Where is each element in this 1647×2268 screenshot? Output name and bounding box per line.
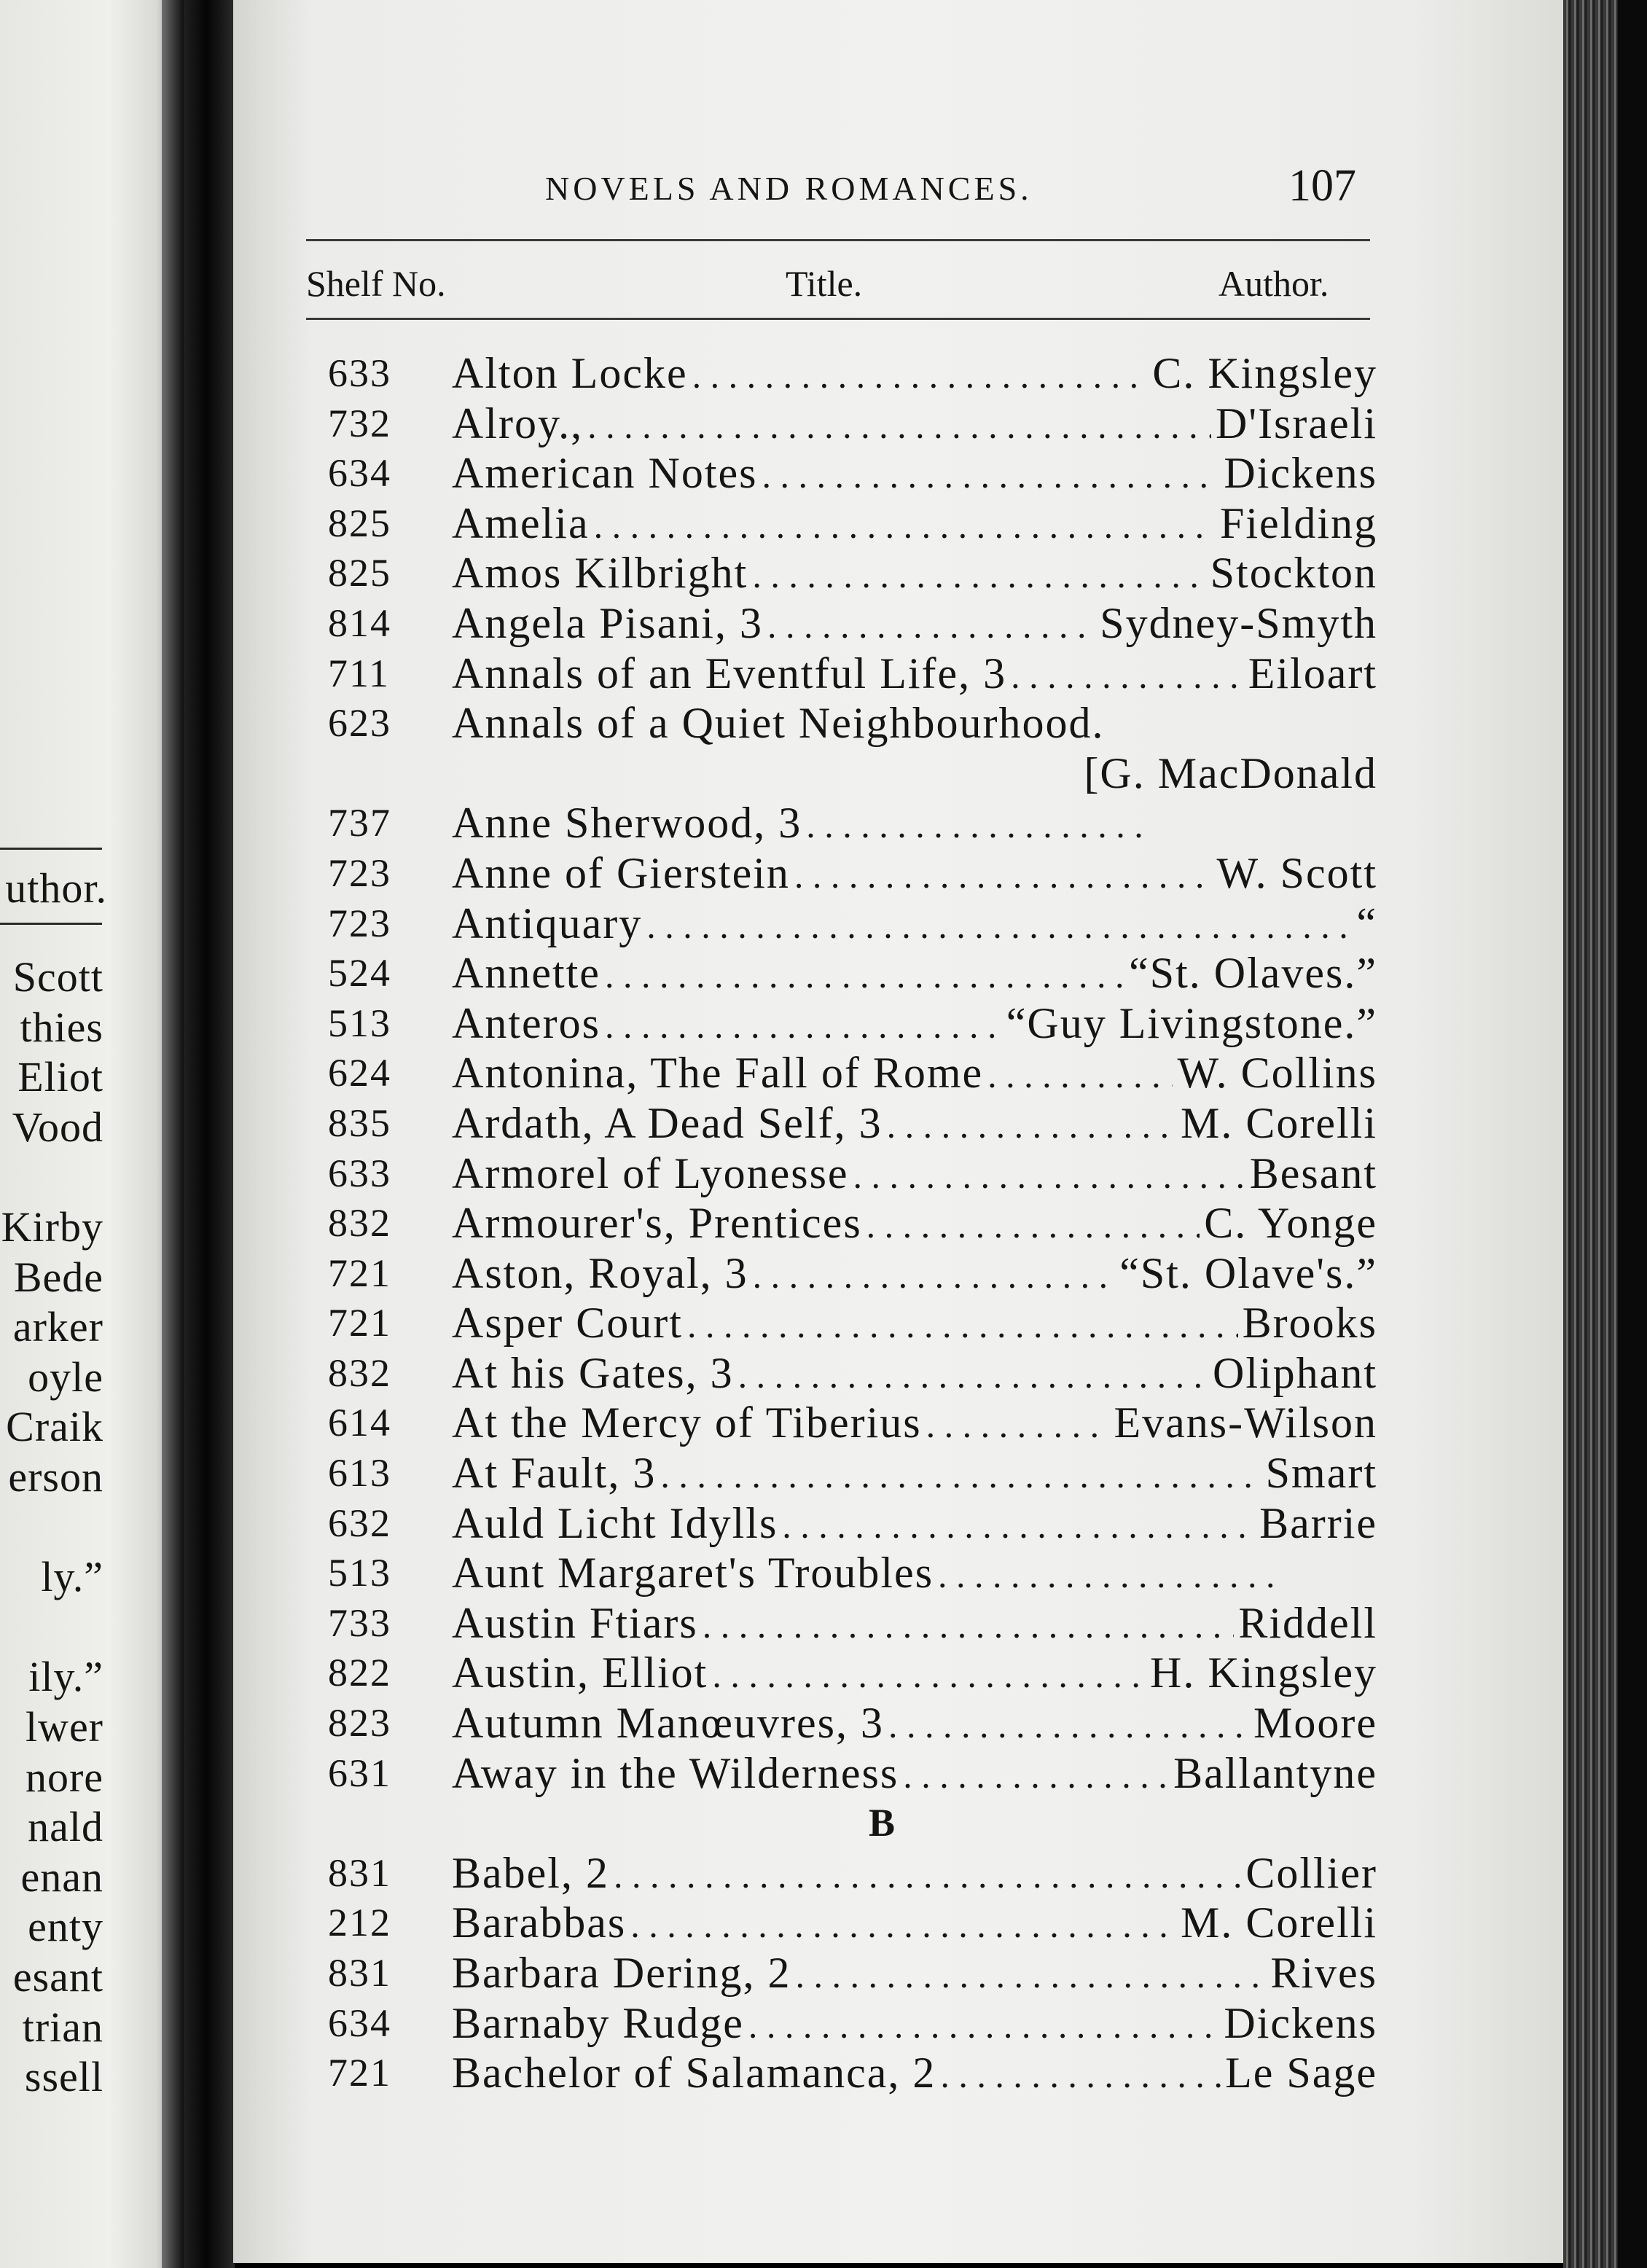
entry-shelf-number: 831 (328, 1850, 391, 1895)
previous-page-rule-top (0, 848, 102, 850)
catalogue-entry (299, 649, 1377, 699)
dot-leader (692, 351, 1149, 401)
previous-page-author-fragment: nore (25, 1753, 103, 1801)
catalogue-entry (299, 899, 1377, 949)
entry-author: M. Corelli (1181, 1899, 1377, 1947)
entry-title: Armorel of Lyonesse (452, 1149, 849, 1197)
entry-line (452, 1348, 1377, 1401)
header-rule (306, 239, 1370, 241)
column-head-rule (306, 318, 1370, 320)
entry-shelf-number: 832 (328, 1201, 391, 1246)
previous-page-author-fragment: arker (12, 1303, 103, 1351)
entry-author: Le Sage (1225, 2049, 1377, 2097)
catalogue-entry (299, 399, 1377, 449)
entry-author: C. Kingsley (1152, 349, 1377, 397)
column-head-title: Title. (786, 263, 863, 304)
entry-shelf-number: 631 (328, 1751, 391, 1795)
entry-line (452, 1198, 1377, 1251)
entry-shelf-number: 633 (328, 351, 391, 395)
entry-title: Autumn Manœuvres, 3 (452, 1699, 884, 1748)
catalogue-entry (299, 998, 1377, 1049)
previous-page-author-fragment: oyle (28, 1353, 103, 1401)
entry-author: Barrie (1259, 1498, 1377, 1547)
entry-title: Asper Court (452, 1299, 683, 1348)
page-number: 107 (1288, 161, 1356, 211)
catalogue-entry (299, 848, 1377, 899)
dot-leader (738, 1350, 1208, 1401)
dot-leader (782, 1501, 1255, 1551)
entry-title: Barbara Dering, 2 (452, 1949, 791, 1997)
entry-line (452, 448, 1377, 501)
dot-leader (794, 850, 1213, 901)
entry-line (452, 1898, 1377, 1950)
entry-title: Anteros (452, 998, 600, 1047)
catalogue-entry (299, 698, 1377, 748)
catalogue-entry (299, 1248, 1377, 1299)
entry-author: Besant (1249, 1149, 1377, 1197)
entry-line (452, 1498, 1377, 1551)
entry-title: Babel, 2 (452, 1848, 609, 1897)
entry-title: Austin, Elliot (452, 1649, 708, 1697)
catalogue-entry (299, 448, 1377, 498)
entry-shelf-number: 825 (328, 501, 391, 545)
dot-leader (752, 550, 1205, 601)
column-head-author: Author. (1218, 263, 1329, 304)
entry-author: Riddell (1238, 1598, 1377, 1647)
entry-line (452, 1398, 1377, 1450)
entry-author: “Guy Livingstone.” (1006, 998, 1377, 1047)
entry-shelf-number: 721 (328, 1251, 391, 1295)
dot-leader (614, 1850, 1241, 1901)
dot-leader (646, 901, 1352, 951)
entry-author: Dickens (1224, 1998, 1377, 2047)
entry-line (452, 998, 1377, 1051)
dot-leader (866, 1200, 1200, 1251)
book-gutter (184, 0, 235, 2268)
entry-title: Barnaby Rudge (452, 1998, 744, 2047)
entry-shelf-number: 212 (328, 1901, 391, 1945)
entry-title: Angela Pisani, 3 (452, 598, 763, 647)
dot-leader (712, 1650, 1146, 1700)
previous-page-author-fragment: lwer (25, 1703, 103, 1751)
entry-shelf-number: 723 (328, 901, 391, 945)
previous-page-author-fragment: Vood (12, 1103, 103, 1151)
entry-shelf-number: 732 (328, 401, 391, 445)
previous-page-author-fragment: Bede (13, 1253, 103, 1301)
catalogue-entry (299, 1149, 1377, 1199)
column-head-shelf: Shelf No. (306, 263, 446, 304)
entry-shelf-number: 624 (328, 1051, 391, 1095)
entry-shelf-number: 721 (328, 1301, 391, 1345)
entry-shelf-number: 614 (328, 1401, 391, 1445)
entry-line (452, 1248, 1377, 1301)
entry-title: Annals of an Eventful Life, 3 (452, 649, 1007, 697)
catalogue-entry (299, 598, 1377, 649)
entry-author: Smart (1265, 1449, 1377, 1498)
dot-leader (660, 1450, 1261, 1501)
catalogue-entry (299, 1698, 1377, 1748)
page-edges (1563, 0, 1647, 2268)
catalogue-entry (299, 1498, 1377, 1549)
section-heading-b: B (868, 1801, 896, 1845)
catalogue-entry (299, 748, 1377, 799)
entry-shelf-number: 623 (328, 701, 391, 746)
dot-leader (594, 501, 1216, 551)
entry-author: Ballantyne (1173, 1748, 1377, 1797)
catalogue-entry (299, 348, 1377, 399)
entry-title: Anne of Gierstein (452, 848, 790, 897)
entry-title: Bachelor of Salamanca, 2 (452, 2049, 936, 2097)
dot-leader (1011, 651, 1244, 701)
entry-title: Barabbas (452, 1899, 627, 1947)
entry-line (452, 498, 1377, 551)
dot-leader (630, 1900, 1176, 1950)
entry-title: American Notes (452, 449, 758, 498)
catalogue-entries (299, 348, 1377, 2098)
entry-author: Brooks (1242, 1299, 1377, 1348)
dot-leader (762, 450, 1220, 501)
entry-title: Alton Locke (452, 349, 688, 397)
entry-line (452, 1598, 1377, 1651)
entry-line (452, 1848, 1377, 1901)
entry-shelf-number: 825 (328, 551, 391, 595)
entry-author: Collier (1245, 1848, 1377, 1897)
entry-author: Eiloart (1248, 649, 1377, 697)
dot-leader (853, 1151, 1245, 1201)
dot-leader (888, 1700, 1249, 1751)
catalogue-entry (299, 1548, 1377, 1598)
entry-shelf-number: 513 (328, 1551, 391, 1595)
entry-author: “St. Olaves.” (1129, 949, 1377, 998)
entry-shelf-number: 634 (328, 451, 391, 496)
previous-page-author-fragment: nald (28, 1803, 103, 1851)
entry-line (452, 1548, 1377, 1600)
previous-page-author-fragment: ssell (24, 2053, 103, 2101)
entry-author: Dickens (1224, 449, 1377, 498)
dot-leader (587, 401, 1211, 451)
entry-shelf-number: 814 (328, 601, 391, 645)
previous-page-author-fragment: enty (28, 1903, 103, 1951)
entry-author: Moore (1253, 1699, 1377, 1748)
entry-author-continuation: [G. MacDonald (1084, 748, 1377, 797)
catalogue-entry (299, 1448, 1377, 1498)
entry-title: Anne Sherwood, 3 (452, 799, 802, 848)
previous-page-author-fragment: thies (20, 1003, 103, 1051)
entry-shelf-number: 513 (328, 1001, 391, 1045)
page-fold-shadow (162, 0, 184, 2268)
previous-page (0, 0, 184, 2268)
entry-title: Austin Ftiars (452, 1598, 698, 1647)
running-head: NOVELS AND ROMANCES. (545, 170, 1033, 207)
previous-page-author-fragment: Kirby (1, 1203, 103, 1251)
entry-title: Antiquary (452, 899, 643, 947)
entry-shelf-number: 634 (328, 2001, 391, 2045)
entry-title: Annette (452, 949, 600, 998)
entry-line (452, 649, 1377, 701)
entry-line (452, 1048, 1377, 1100)
catalogue-entry (299, 1198, 1377, 1248)
entry-line (452, 1998, 1377, 2051)
entry-title: At Fault, 3 (452, 1449, 657, 1498)
entry-author: Fielding (1219, 498, 1377, 547)
entry-title: At his Gates, 3 (452, 1348, 734, 1397)
previous-page-author-fragment: erson (8, 1453, 103, 1501)
entry-line (452, 698, 1377, 748)
catalogue-entry (299, 1048, 1377, 1098)
entry-author: C. Yonge (1204, 1199, 1377, 1248)
entry-line (452, 2048, 1377, 2100)
dot-leader (753, 1251, 1116, 1301)
entry-line (452, 348, 1377, 401)
entry-title: At the Mercy of Tiberius (452, 1399, 922, 1447)
entry-author: Sydney-Smyth (1100, 598, 1377, 647)
entry-shelf-number: 721 (328, 2051, 391, 2095)
catalogue-entry (299, 1998, 1377, 2049)
entry-line (452, 399, 1377, 451)
entry-line (452, 548, 1377, 601)
dot-leader (703, 1600, 1235, 1651)
catalogue-entry (299, 948, 1377, 998)
entry-title: Aston, Royal, 3 (452, 1248, 748, 1297)
dot-leader (687, 1300, 1238, 1350)
previous-page-author-fragment: Craik (6, 1403, 103, 1451)
entry-author: “ (1356, 899, 1377, 947)
entry-line (452, 1098, 1377, 1151)
dot-leader (605, 1001, 1002, 1051)
entry-shelf-number: 832 (328, 1350, 391, 1395)
entry-line (452, 848, 1377, 901)
entry-line (452, 1149, 1377, 1201)
entry-title: Armourer's, Prentices (452, 1199, 862, 1248)
entry-author: Rives (1270, 1949, 1377, 1997)
previous-page-rule-bottom (0, 923, 102, 925)
dot-leader (987, 1050, 1173, 1100)
entry-shelf-number: 733 (328, 1600, 391, 1645)
dot-leader (748, 2001, 1219, 2051)
catalogue-entry (299, 1948, 1377, 1998)
entry-shelf-number: 831 (328, 1951, 391, 1995)
entry-author: M. Corelli (1181, 1098, 1377, 1147)
previous-page-author-fragment: esant (12, 1953, 103, 2001)
entry-shelf-number: 632 (328, 1501, 391, 1545)
catalogue-entry (299, 798, 1377, 848)
entry-shelf-number: 524 (328, 951, 391, 996)
entry-shelf-number: 711 (328, 651, 390, 695)
entry-author: Evans-Wilson (1114, 1399, 1377, 1447)
previous-page-author-fragment: trian (22, 2003, 103, 2051)
catalogue-entry (299, 1748, 1377, 1799)
entry-author: W. Scott (1216, 848, 1377, 897)
entry-shelf-number: 737 (328, 801, 391, 845)
entry-line (452, 1748, 1377, 1801)
entry-author: D'Israeli (1215, 399, 1377, 447)
catalogue-entry (299, 1098, 1377, 1149)
previous-page-author-fragment: Eliot (17, 1053, 103, 1101)
catalogue-entry (299, 1648, 1377, 1698)
entry-title: Alroy., (452, 399, 584, 447)
previous-page-column-head: uthor. (5, 864, 107, 912)
entry-shelf-number: 835 (328, 1100, 391, 1145)
entry-shelf-number: 823 (328, 1701, 391, 1745)
entry-line (452, 1448, 1377, 1501)
catalogue-entry (299, 1848, 1377, 1899)
catalogue-entry (299, 1398, 1377, 1448)
catalogue-entry (299, 498, 1377, 549)
dot-leader (767, 601, 1095, 651)
catalogue-entry (299, 1598, 1377, 1649)
entry-author: “St. Olave's.” (1119, 1248, 1377, 1297)
entry-shelf-number: 822 (328, 1651, 391, 1695)
entry-title: Away in the Wilderness (452, 1748, 899, 1797)
catalogue-entry (299, 1348, 1377, 1399)
entry-line (452, 798, 1377, 850)
catalogue-entry (299, 1298, 1377, 1348)
entry-author: Oliphant (1213, 1348, 1377, 1397)
previous-page-author-fragment: ily.” (28, 1653, 103, 1701)
catalogue-entry (299, 548, 1377, 598)
entry-title: Annals of a Quiet Neighbourhood. (452, 699, 1105, 748)
entry-title: Aunt Margaret's Troubles (452, 1549, 934, 1598)
dot-leader (887, 1100, 1176, 1151)
entry-author: H. Kingsley (1150, 1649, 1377, 1697)
entry-author: Stockton (1210, 549, 1377, 598)
dot-leader (926, 1400, 1110, 1450)
dot-leader (795, 1950, 1266, 2001)
entry-author: W. Collins (1177, 1049, 1377, 1098)
entry-shelf-number: 613 (328, 1451, 391, 1495)
entry-line (452, 899, 1377, 951)
previous-page-author-fragment: Scott (12, 953, 103, 1001)
entry-line (452, 1948, 1377, 2001)
entry-line (452, 1648, 1377, 1700)
entry-title: Antonina, The Fall of Rome (452, 1049, 984, 1098)
dot-leader (806, 800, 1141, 850)
catalogue-entry (299, 1898, 1377, 1948)
entry-title: Auld Licht Idylls (452, 1498, 778, 1547)
entry-line (452, 1298, 1377, 1350)
entry-title: Amos Kilbright (452, 549, 748, 598)
dot-leader (940, 2050, 1221, 2100)
dot-leader (605, 950, 1124, 1001)
entry-line (452, 948, 1377, 1001)
entry-title: Ardath, A Dead Self, 3 (452, 1098, 883, 1147)
entry-shelf-number: 633 (328, 1151, 391, 1195)
catalogue-entry (299, 2048, 1377, 2098)
entry-shelf-number: 723 (328, 850, 391, 895)
dot-leader (938, 1550, 1273, 1600)
dot-leader (903, 1751, 1169, 1801)
entry-line (452, 1698, 1377, 1751)
previous-page-author-fragment: ly.” (41, 1553, 103, 1601)
previous-page-author-fragment: enan (20, 1853, 103, 1901)
entry-line (452, 598, 1377, 651)
entry-title: Amelia (452, 498, 590, 547)
